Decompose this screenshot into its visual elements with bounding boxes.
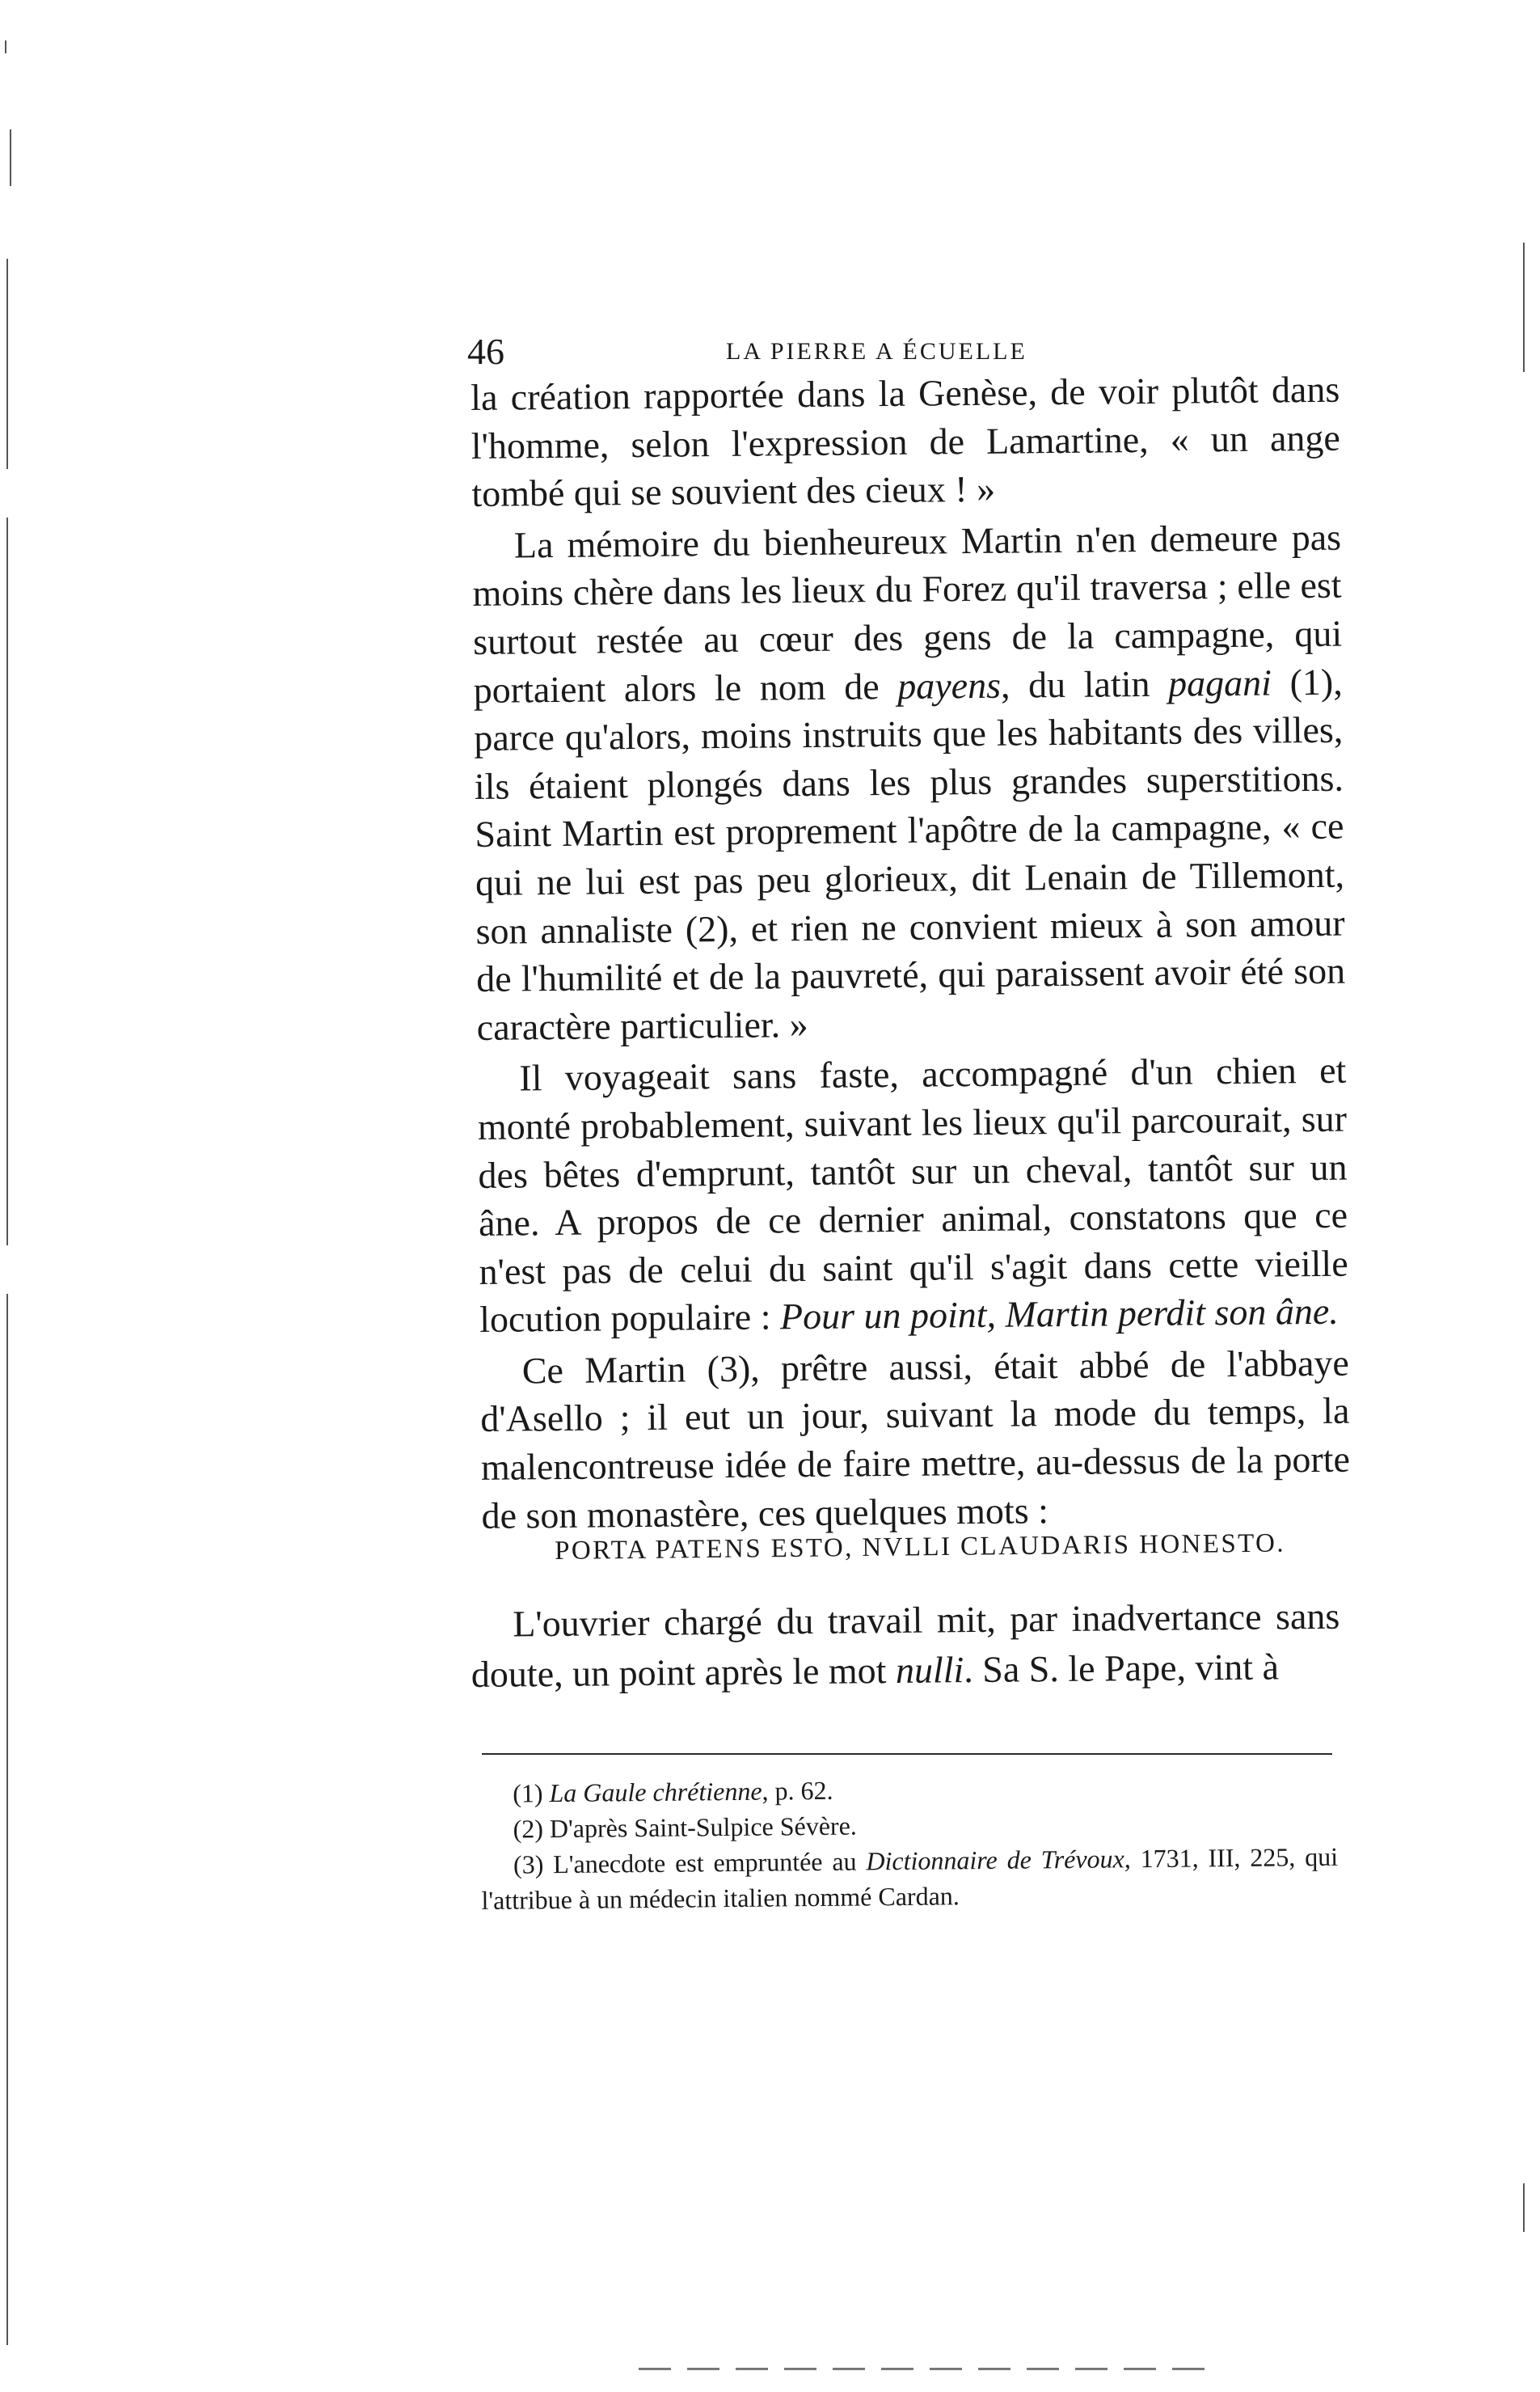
- italic-term: pagani: [1167, 661, 1272, 704]
- scan-edge-mark: [6, 259, 8, 469]
- paragraph-1: la création rapportée dans la Genèse, de voir plutôt dans l'homme, selon l'expression de Lamartine, « un ange tombé qui se souvient des cieux ! »: [470, 368, 1341, 515]
- closing-italic-word: nulli: [895, 1649, 964, 1691]
- closing-text: [470, 1591, 1340, 1700]
- footnote-3: [481, 1839, 1339, 1918]
- paragraph-2: [472, 513, 1346, 1051]
- scan-edge-mark: [6, 1294, 8, 2345]
- page-number: 46: [467, 331, 504, 372]
- scan-edge-mark: [5, 40, 6, 53]
- body-text: [470, 366, 1351, 1540]
- closing-after: . Sa S. le Pape, vint à: [964, 1646, 1280, 1691]
- footnote-rule: [482, 1753, 1332, 1755]
- footnote-1-title: La Gaule chrétienne: [549, 1776, 762, 1808]
- footnote-3-text: , 1731, III, 225, qui l'attribue à un médecin italien nommé Cardan.: [481, 1841, 1339, 1915]
- italic-term: payens: [897, 664, 1002, 707]
- scan-edge-mark: [1523, 243, 1525, 372]
- footnotes: [480, 1768, 1339, 1918]
- scan-edge-mark: [1523, 2183, 1525, 2232]
- paragraph-2-text: La mémoire du bienheureux Martin n'en demeure pas moins chère dans les lieux du Forez qu'il traversa ; elle est surtout restée au cœur des gens de la campagne, qui portaient alors le nom de payens, du latin pagani (1), parce qu'alors, moins instruits que les habitants des villes, ils étaient plongés dans les plus grandes superstitions. Saint Martin est proprement l'apôtre de la campagne, « ce qui ne lui est pas peu glorieux, dit Lenain de Tillemont, son annaliste (2), et rien ne convient mieux à son amour de l'humilité et de la pauvreté, qui paraissent avoir été son caractère particulier. »: [472, 516, 1346, 1048]
- scan-bottom-marks: [639, 2368, 1205, 2370]
- footnote-marker: (3): [513, 1849, 544, 1879]
- paragraph-3-text: Il voyageait sans faste, accompagné d'un chien et monté probablement, suivant les lieux qu'il parcourait, sur des bêtes d'emprunt, tantôt sur un cheval, tantôt sur un âne. A propos de ce dernier animal, constatons que ce n'est pas de celui du saint qu'il s'agit dans cette vieille locution populaire :: [477, 1049, 1348, 1341]
- scan-edge-mark: [6, 518, 8, 1245]
- paragraph-3: [477, 1046, 1348, 1344]
- closing-before: L'ouvrier chargé du travail mit, par inadvertance sans doute, un point après le mot: [470, 1595, 1340, 1695]
- paragraph-4: Ce Martin (3), prêtre aussi, était abbé de l'abbaye d'Asello ; il eut un jour, suivant la mode du temps, la malencontreuse idée de faire mettre, au-dessus de la porte de son monastère, ces quelques mots :: [480, 1342, 1351, 1536]
- footnote-3-pre: L'anecdote est empruntée au: [553, 1846, 857, 1879]
- scan-edge-mark: [10, 129, 11, 186]
- paragraph-3-italic-locution: Pour un point, Martin perdit son âne.: [779, 1291, 1340, 1338]
- footnote-3-title: Dictionnaire de Trévoux: [866, 1844, 1124, 1876]
- footnote-2-text: D'après Saint-Sulpice Sévère.: [549, 1811, 857, 1844]
- running-head: LA PIERRE A ÉCUELLE: [726, 338, 1027, 365]
- closing-paragraph: [470, 1591, 1340, 1700]
- footnote-1-text: , p. 62.: [762, 1775, 833, 1806]
- footnote-marker: (2): [513, 1814, 544, 1844]
- footnote-marker: (1): [513, 1778, 543, 1808]
- latin-inscription: PORTA PATENS ESTO, NVLLI CLAUDARIS HONESTO.: [555, 1528, 1286, 1566]
